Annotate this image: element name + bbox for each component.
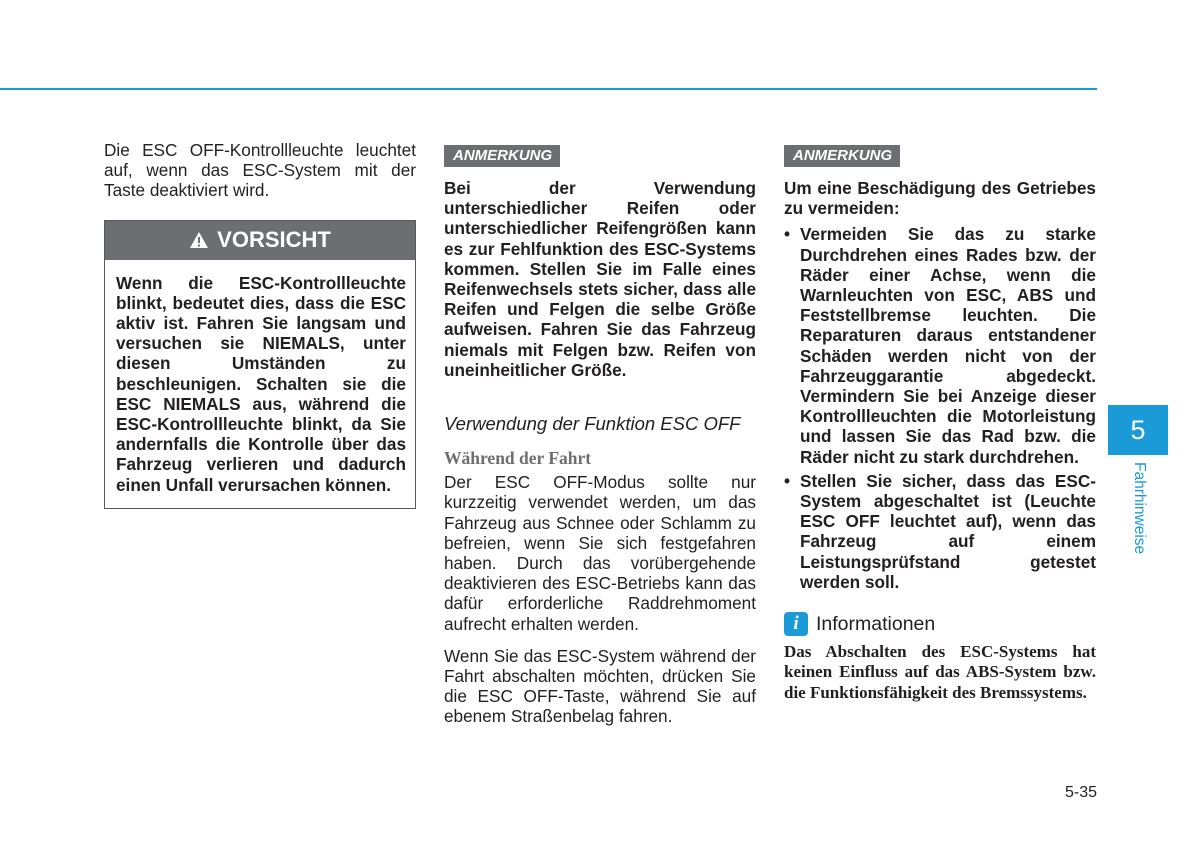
bullet-icon: •	[784, 224, 791, 245]
serif-subheading: Während der Fahrt	[444, 448, 592, 469]
note-tag: ANMERKUNG	[784, 145, 900, 167]
chapter-number-tab: 5	[1108, 405, 1168, 455]
list-item-text: Stellen Sie sicher, dass das ESC-System abgeschaltet ist (Leuchte ESC OFF leuchtet auf), wenn das Fahrzeug auf einem Leistungsprüfstand getestet werden soll.	[800, 470, 1096, 592]
bullet-icon: •	[784, 470, 791, 491]
caution-text: Wenn die ESC-Kontrollleuchte blinkt, bedeutet dies, dass die ESC aktiv ist. Fahren Sie langsam und versuchen sie NIEMALS, unter diesen Umständen zu beschleunigen. Schalten sie die ESC NIEMALS aus, während die ESC-Kontrollleuchte blinkt, da Sie andernfalls die Kontrolle über das Fahrzeug verlieren und dadurch einen Unfall verursachen können.	[116, 272, 406, 495]
column-1	[104, 140, 416, 509]
chapter-label: Fahrhinweise	[1131, 462, 1148, 555]
info-icon: i	[784, 612, 808, 636]
esc-off-intro: Die ESC OFF-Kontrollleuchte leuchtet auf, wenn das ESC-System mit der Taste deaktiviert wird.	[104, 140, 416, 201]
caution-box	[104, 220, 416, 509]
page-number: 5-35	[1064, 784, 1097, 801]
section-subheading: Verwendung der Funktion ESC OFF	[444, 413, 741, 435]
list-item	[784, 224, 1096, 466]
warning-triangle-icon	[189, 231, 209, 249]
bullet-list	[784, 224, 1096, 592]
info-text: Das Abschalten des ESC-Systems hat keinen Einfluss auf das ABS-System bzw. die Funktionsfähigkeit des Bremssystems.	[784, 642, 1096, 702]
list-item	[784, 471, 1096, 592]
column-3	[784, 144, 1096, 703]
caution-header	[105, 221, 415, 260]
column-2	[444, 144, 756, 727]
info-heading	[784, 612, 1096, 636]
note-text: Bei der Verwendung unterschiedlicher Reifen oder unterschiedlicher Reifengrößen kann es zur Fehlfunktion des ESC-Systems kommen. Stellen Sie im Falle eines Reifenwechsels stets sicher, dass alle Reifen und Felgen die selbe Größe aufweisen. Fahren Sie das Fahrzeug niemals mit Felgen bzw. Reifen von uneinheitlicher Größe.	[444, 178, 756, 380]
body-paragraph: Wenn Sie das ESC-System während der Fahrt abschalten möchten, drücken Sie die ESC OFF-Taste, während Sie auf ebenem Straßenbelag fahren.	[444, 645, 756, 727]
caution-title: VORSICHT	[217, 227, 331, 252]
note-intro: Um eine Beschädigung des Getriebes zu vermeiden:	[784, 178, 1096, 219]
info-title: Informationen	[816, 612, 936, 635]
header-rule	[0, 88, 1097, 90]
body-paragraph: Der ESC OFF-Modus sollte nur kurzzeitig verwendet werden, um das Fahrzeug aus Schnee oder Schlamm zu befreien, wenn Sie sich festgefahren haben. Durch das vorübergehende deaktivieren des ESC-Betriebs kann das dafür erforderliche Raddrehmoment aufrecht erhalten werden.	[444, 472, 756, 634]
list-item-text: Vermeiden Sie das zu starke Durchdrehen eines Rades bzw. der Räder einer Achse, wenn die Warnleuchten von ESC, ABS und Feststellbremse leuchten. Die Reparaturen daraus entstandener Schäden werden nicht von der Fahrzeuggarantie abgedeckt. Vermindern Sie bei Anzeige dieser Kontrollleuchten die Motorleistung und lassen Sie das Rad bzw. die Räder nicht zu stark durchdrehen.	[800, 224, 1096, 467]
note-tag: ANMERKUNG	[444, 145, 560, 167]
